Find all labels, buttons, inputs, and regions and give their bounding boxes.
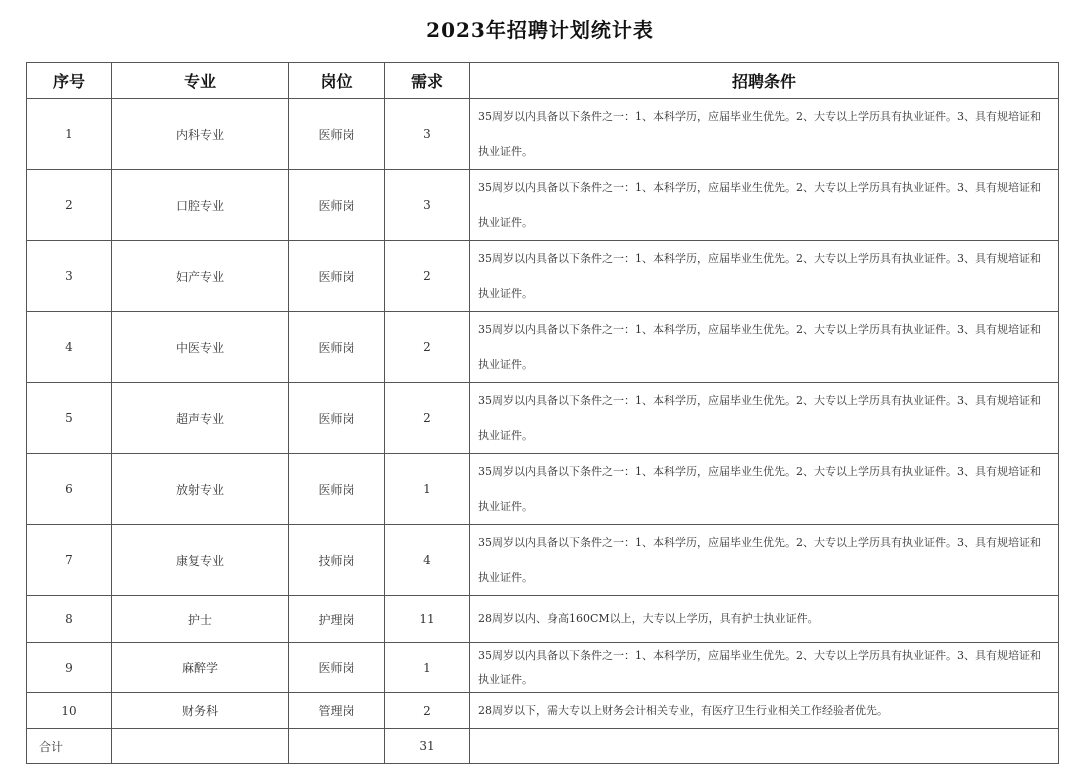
header-seq: 序号 <box>27 63 112 99</box>
table-row <box>27 643 1059 693</box>
demand-cell: 4 <box>385 525 470 596</box>
table-row <box>27 99 1059 170</box>
position-cell: 医师岗 <box>289 454 385 525</box>
conditions-cell: 35周岁以内具备以下条件之一：1、本科学历，应届毕业生优先。2、大专以上学历具有执业证件。3、具有规培证和执业证件。 <box>470 312 1059 383</box>
table-row <box>27 312 1059 383</box>
conditions-cell: 35周岁以内具备以下条件之一：1、本科学历，应届毕业生优先。2、大专以上学历具有执业证件。3、具有规培证和执业证件。 <box>470 454 1059 525</box>
demand-cell: 3 <box>385 99 470 170</box>
conditions-cell: 35周岁以内具备以下条件之一：1、本科学历，应届毕业生优先。2、大专以上学历具有执业证件。3、具有规培证和执业证件。 <box>470 241 1059 312</box>
total-label: 合计 <box>27 729 112 764</box>
total-conditions-cell <box>470 729 1059 764</box>
seq-cell: 1 <box>27 99 112 170</box>
page-title: 2023年招聘计划统计表 <box>426 18 654 42</box>
conditions-cell: 35周岁以内具备以下条件之一：1、本科学历，应届毕业生优先。2、大专以上学历具有执业证件。3、具有规培证和执业证件。 <box>470 643 1059 693</box>
demand-cell: 1 <box>385 643 470 693</box>
header-major: 专业 <box>112 63 289 99</box>
seq-cell: 6 <box>27 454 112 525</box>
seq-cell: 2 <box>27 170 112 241</box>
demand-cell: 11 <box>385 596 470 643</box>
position-cell: 医师岗 <box>289 241 385 312</box>
recruitment-table <box>26 62 1059 764</box>
major-cell: 超声专业 <box>112 383 289 454</box>
header-position: 岗位 <box>289 63 385 99</box>
table-row <box>27 241 1059 312</box>
table-row <box>27 383 1059 454</box>
major-cell: 放射专业 <box>112 454 289 525</box>
position-cell: 医师岗 <box>289 170 385 241</box>
demand-cell: 2 <box>385 241 470 312</box>
conditions-cell: 28周岁以内、身高160CM以上，大专以上学历，具有护士执业证件。 <box>470 596 1059 643</box>
position-cell: 管理岗 <box>289 693 385 729</box>
header-demand: 需求 <box>385 63 470 99</box>
conditions-cell: 28周岁以下，需大专以上财务会计相关专业，有医疗卫生行业相关工作经验者优先。 <box>470 693 1059 729</box>
conditions-cell: 35周岁以内具备以下条件之一：1、本科学历，应届毕业生优先。2、大专以上学历具有执业证件。3、具有规培证和执业证件。 <box>470 383 1059 454</box>
total-demand: 31 <box>385 729 470 764</box>
demand-cell: 2 <box>385 312 470 383</box>
total-position-cell <box>289 729 385 764</box>
major-cell: 护士 <box>112 596 289 643</box>
conditions-cell: 35周岁以内具备以下条件之一：1、本科学历，应届毕业生优先。2、大专以上学历具有执业证件。3、具有规培证和执业证件。 <box>470 525 1059 596</box>
position-cell: 护理岗 <box>289 596 385 643</box>
header-row <box>27 63 1059 99</box>
major-cell: 口腔专业 <box>112 170 289 241</box>
major-cell: 财务科 <box>112 693 289 729</box>
seq-cell: 8 <box>27 596 112 643</box>
seq-cell: 9 <box>27 643 112 693</box>
table-row <box>27 693 1059 729</box>
seq-cell: 5 <box>27 383 112 454</box>
total-major-cell <box>112 729 289 764</box>
table-row <box>27 454 1059 525</box>
demand-cell: 2 <box>385 693 470 729</box>
seq-cell: 7 <box>27 525 112 596</box>
position-cell: 医师岗 <box>289 99 385 170</box>
header-conditions: 招聘条件 <box>470 63 1059 99</box>
seq-cell: 3 <box>27 241 112 312</box>
position-cell: 医师岗 <box>289 643 385 693</box>
major-cell: 中医专业 <box>112 312 289 383</box>
demand-cell: 2 <box>385 383 470 454</box>
major-cell: 麻醉学 <box>112 643 289 693</box>
table-row <box>27 170 1059 241</box>
seq-cell: 4 <box>27 312 112 383</box>
demand-cell: 3 <box>385 170 470 241</box>
major-cell: 康复专业 <box>112 525 289 596</box>
demand-cell: 1 <box>385 454 470 525</box>
conditions-cell: 35周岁以内具备以下条件之一：1、本科学历，应届毕业生优先。2、大专以上学历具有执业证件。3、具有规培证和执业证件。 <box>470 99 1059 170</box>
position-cell: 技师岗 <box>289 525 385 596</box>
total-row <box>27 729 1059 764</box>
position-cell: 医师岗 <box>289 312 385 383</box>
major-cell: 内科专业 <box>112 99 289 170</box>
table-row <box>27 525 1059 596</box>
position-cell: 医师岗 <box>289 383 385 454</box>
seq-cell: 10 <box>27 693 112 729</box>
conditions-cell: 35周岁以内具备以下条件之一：1、本科学历，应届毕业生优先。2、大专以上学历具有执业证件。3、具有规培证和执业证件。 <box>470 170 1059 241</box>
major-cell: 妇产专业 <box>112 241 289 312</box>
table-row <box>27 596 1059 643</box>
